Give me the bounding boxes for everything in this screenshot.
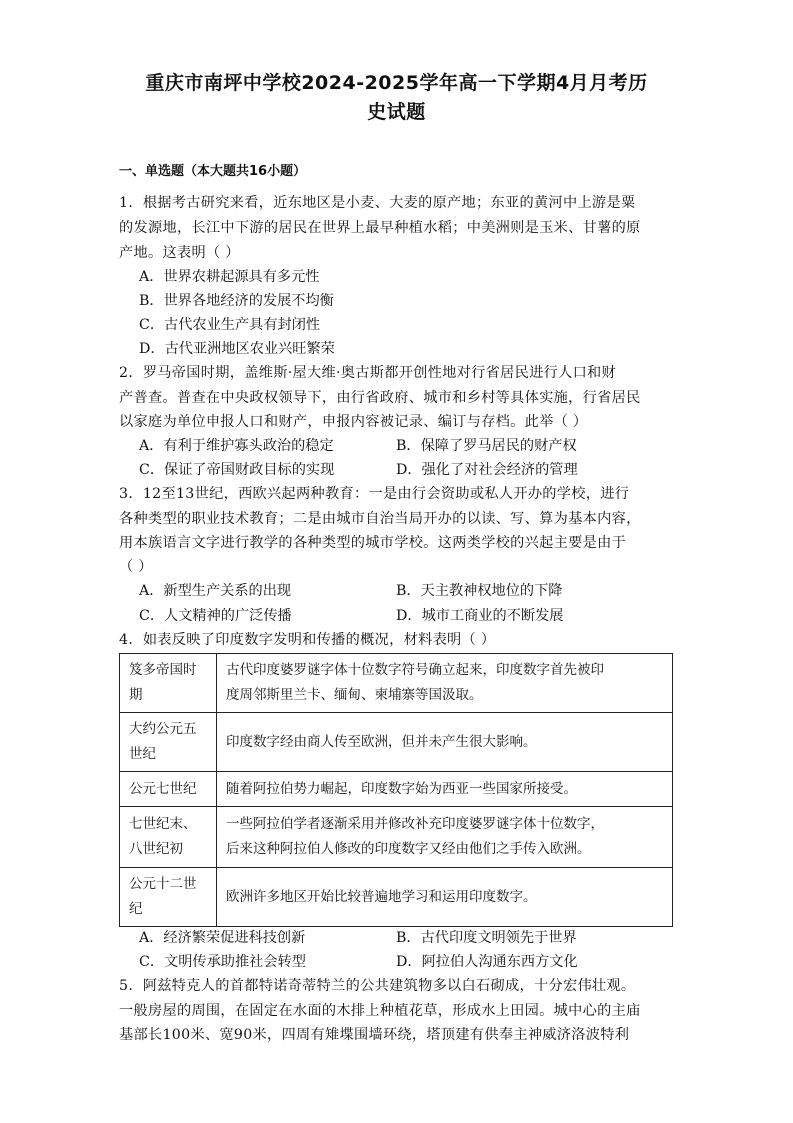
table-cell-content: [217, 713, 673, 772]
content-text: 随着阿拉伯势力崛起，印度数字始为西亚一些国家所接受。: [226, 780, 577, 797]
q5-line-3: 基部长100米、宽90米，四周有雉堞围墙环绕，塔顶建有供奉主神威济洛波特利: [119, 1027, 630, 1043]
table-cell-period: [120, 807, 217, 868]
content-text: 度周邻斯里兰卡、缅甸、柬埔寨等国汲取。: [226, 687, 483, 703]
table-cell-content: [217, 772, 673, 807]
table-cell-period: [120, 868, 217, 927]
content-text: 一些阿拉伯学者逐渐采用并修改补充印度婆罗谜字体十位数字，: [226, 816, 604, 832]
q3-option-c[interactable]: C．人文精神的广泛传播: [139, 608, 292, 624]
period-text: 世纪: [129, 746, 156, 762]
period-text: 公元十二世: [129, 876, 197, 892]
period-text: 纪: [129, 901, 143, 917]
table-cell-content: [217, 654, 673, 713]
q3-option-a[interactable]: A．新型生产关系的出现: [139, 583, 292, 599]
q1-option-d[interactable]: D．古代亚洲地区农业兴旺繁荣: [139, 341, 335, 357]
q1-line-2: 的发源地，长江中下游的居民在世界上最早种植水稻；中美洲则是玉米、甘薯的原: [119, 220, 641, 236]
period-text: 期: [129, 687, 143, 703]
q5-line-1: 5．阿兹特克人的首都特诺奇蒂特兰的公共建筑物多以白石砌成，十分宏伟壮观。: [119, 978, 636, 994]
content-text: 印度数字经由商人传至欧洲，但并未产生很大影响。: [226, 733, 537, 750]
q2-option-c[interactable]: C．保证了帝国财政目标的实现: [139, 462, 335, 478]
section-heading: 一、单选题（本大题共16小题）: [119, 164, 307, 179]
q2-line-3: 以家庭为单位申报人口和财产，申报内容被记录、编订与存档。此举（ ）: [119, 414, 588, 430]
period-text: 公元七世纪: [129, 780, 197, 797]
table-row: [120, 868, 673, 927]
q2-option-b[interactable]: B．保障了罗马居民的财产权: [396, 438, 577, 454]
q1-option-a[interactable]: A．世界农耕起源具有多元性: [139, 269, 320, 285]
q3-option-b[interactable]: B．天主教神权地位的下降: [396, 583, 563, 599]
q2-line-2: 产普查。普查在中央政权领导下，由行省政府、城市和乡村等具体实施，行省居民: [119, 390, 641, 406]
q3-option-d[interactable]: D．城市工商业的不断发展: [396, 608, 564, 624]
q2-option-d[interactable]: D．强化了对社会经济的管理: [396, 462, 578, 478]
table-cell-content: [217, 868, 673, 927]
q1-option-b[interactable]: B．世界各地经济的发展不均衡: [139, 293, 334, 309]
content-text: 欧洲许多地区开始比较普遍地学习和运用印度数字。: [226, 888, 537, 905]
q4-option-d[interactable]: D．阿拉伯人沟通东西方文化: [396, 954, 578, 970]
table-cell-period: [120, 713, 217, 772]
table-row: [120, 654, 673, 713]
table-cell-period: [120, 654, 217, 713]
period-text: 笈多帝国时: [129, 662, 197, 678]
period-text: 八世纪初: [129, 841, 183, 857]
exam-title-line-1: 重庆市南坪中学校2024-2025学年高一下学期4月月考历: [145, 72, 648, 94]
q4-option-a[interactable]: A．经济繁荣促进科技创新: [139, 930, 306, 946]
table-row: [120, 713, 673, 772]
q3-line-2: 各种类型的职业技术教育；二是由城市自治当局开办的以读、写、算为基本内容，: [119, 511, 641, 527]
content-text: 古代印度婆罗谜字体十位数字符号确立起来，印度数字首先被印: [226, 662, 604, 678]
table-row: [120, 807, 673, 868]
table-cell-content: [217, 807, 673, 868]
content-text: 后来这种阿拉伯人修改的印度数字又经由他们之手传入欧洲。: [226, 841, 591, 857]
q1-option-c[interactable]: C．古代农业生产具有封闭性: [139, 317, 321, 333]
exam-title-line-2: 史试题: [367, 101, 426, 123]
period-text: 大约公元五: [129, 721, 197, 737]
q2-option-a[interactable]: A．有利于维护寡头政治的稳定: [139, 438, 334, 454]
q1-line-1: 1．根据考古研究来看，近东地区是小麦、大麦的原产地；东亚的黄河中上游是粟: [119, 195, 636, 211]
q3-line-1: 3．12至13世纪，西欧兴起两种教育：一是由行会资助或私人开办的学校，进行: [119, 486, 630, 502]
period-text: 七世纪末、: [129, 816, 197, 832]
q4-table: [119, 653, 673, 927]
q5-line-2: 一般房屋的周围，在固定在水面的木排上种植花草，形成水上田园。城中心的主庙: [119, 1003, 641, 1019]
q3-line-4: （ ）: [119, 559, 153, 575]
q3-line-3: 用本族语言文字进行教学的各种类型的城市学校。这两类学校的兴起主要是由于: [119, 535, 627, 551]
q4-option-b[interactable]: B．古代印度文明领先于世界: [396, 930, 577, 946]
q4-line-1: 4．如表反映了印度数字发明和传播的概况，材料表明（ ）: [119, 632, 496, 648]
q4-option-c[interactable]: C．文明传承助推社会转型: [139, 954, 306, 970]
table-row: [120, 772, 673, 807]
q1-line-3: 产地。这表明（ ）: [119, 245, 240, 261]
table-cell-period: [120, 772, 217, 807]
q2-line-1: 2．罗马帝国时期，盖维斯·屋大维·奥古斯都开创性地对行省居民进行人口和财: [119, 365, 617, 381]
